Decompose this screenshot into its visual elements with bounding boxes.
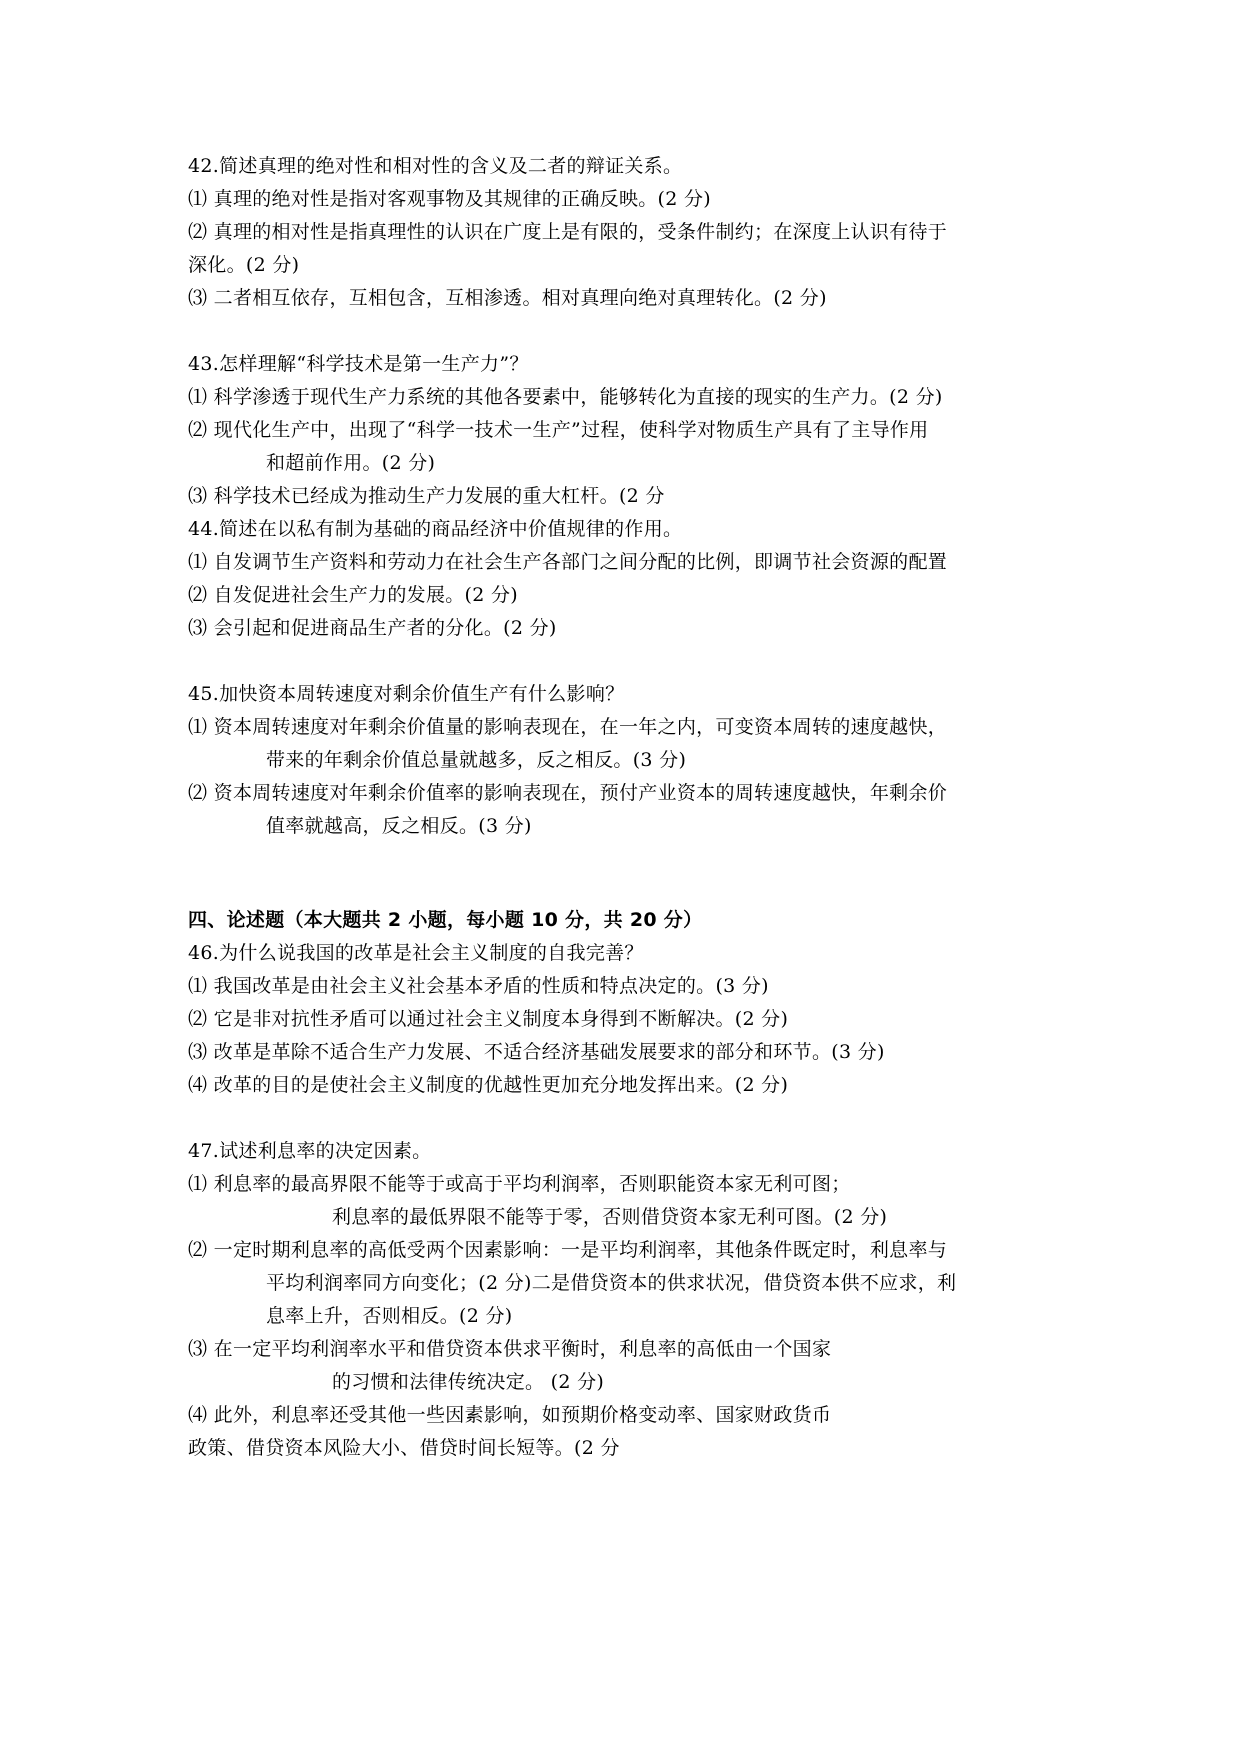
q47-point-4-line-1: ⑷ 此外，利息率还受其他一些因素影响，如预期价格变动率、国家财政货币 bbox=[188, 1404, 832, 1426]
q44-point-3: ⑶ 会引起和促进商品生产者的分化。(2 分) bbox=[188, 617, 557, 639]
q47-point-2-line-2: 平均利润率同方向变化；(2 分)二是借贷资本的供求状况，借贷资本供不应求，利 bbox=[266, 1272, 957, 1294]
q43-point-3: ⑶ 科学技术已经成为推动生产力发展的重大杠杆。(2 分 bbox=[188, 485, 665, 507]
q47-point-3-line-1: ⑶ 在一定平均利润率水平和借贷资本供求平衡时，利息率的高低由一个国家 bbox=[188, 1338, 832, 1360]
q45-point-1-line-1: ⑴ 资本周转速度对年剩余价值量的影响表现在，在一年之内，可变资本周转的速度越快， bbox=[188, 716, 948, 738]
q46-point-1: ⑴ 我国改革是由社会主义社会基本矛盾的性质和特点决定的。(3 分) bbox=[188, 975, 769, 997]
q45-title: 45.加快资本周转速度对剩余价值生产有什么影响？ bbox=[188, 683, 625, 705]
q47-point-3-line-2: 的习惯和法律传统决定。 (2 分) bbox=[332, 1371, 605, 1393]
q43-point-2-line-2: 和超前作用。(2 分) bbox=[266, 452, 436, 474]
q44-title: 44.简述在以私有制为基础的商品经济中价值规律的作用。 bbox=[188, 518, 683, 540]
q42-point-3: ⑶ 二者相互依存，互相包含，互相渗透。相对真理向绝对真理转化。(2 分) bbox=[188, 287, 827, 309]
q47-point-1-line-1: ⑴ 利息率的最高界限不能等于或高于平均利润率，否则职能资本家无利可图； bbox=[188, 1173, 851, 1195]
q42-point-2-line-1: ⑵ 真理的相对性是指真理性的认识在广度上是有限的，受条件制约；在深度上认识有待于 bbox=[188, 221, 948, 243]
q43-title: 43.怎样理解“科学技术是第一生产力”？ bbox=[188, 353, 529, 375]
section-heading: 四、论述题（本大题共 2 小题，每小题 10 分，共 20 分） bbox=[188, 909, 703, 931]
q43-point-1: ⑴ 科学渗透于现代生产力系统的其他各要素中，能够转化为直接的现实的生产力。(2 分) bbox=[188, 386, 943, 408]
q45-point-2-line-2: 值率就越高，反之相反。(3 分) bbox=[266, 815, 532, 837]
q45-point-1-line-2: 带来的年剩余价值总量就越多，反之相反。(3 分) bbox=[266, 749, 687, 771]
q46-point-3: ⑶ 改革是革除不适合生产力发展、不适合经济基础发展要求的部分和环节。(3 分) bbox=[188, 1041, 885, 1063]
q47-point-2-line-1: ⑵ 一定时期利息率的高低受两个因素影响：一是平均利润率，其他条件既定时，利息率与 bbox=[188, 1239, 948, 1261]
q44-point-2: ⑵ 自发促进社会生产力的发展。(2 分) bbox=[188, 584, 518, 606]
q47-point-4-line-2: 政策、借贷资本风险大小、借贷时间长短等。(2 分 bbox=[188, 1437, 620, 1459]
q45-point-2-line-1: ⑵ 资本周转速度对年剩余价值率的影响表现在，预付产业资本的周转速度越快，年剩余价 bbox=[188, 782, 948, 804]
q42-point-2-line-2: 深化。(2 分) bbox=[188, 254, 300, 276]
q42-point-1: ⑴ 真理的绝对性是指对客观事物及其规律的正确反映。(2 分) bbox=[188, 188, 711, 210]
q46-title: 46.为什么说我国的改革是社会主义制度的自我完善？ bbox=[188, 942, 644, 964]
q42-title: 42.简述真理的绝对性和相对性的含义及二者的辩证关系。 bbox=[188, 155, 683, 177]
q46-point-2: ⑵ 它是非对抗性矛盾可以通过社会主义制度本身得到不断解决。(2 分) bbox=[188, 1008, 789, 1030]
q47-title: 47.试述利息率的决定因素。 bbox=[188, 1140, 432, 1162]
q46-point-4: ⑷ 改革的目的是使社会主义制度的优越性更加充分地发挥出来。(2 分) bbox=[188, 1074, 789, 1096]
q44-point-1: ⑴ 自发调节生产资料和劳动力在社会生产各部门之间分配的比例，即调节社会资源的配置 bbox=[188, 551, 948, 573]
q43-point-2-line-1: ⑵ 现代化生产中，出现了“科学一技术一生产”过程，使科学对物质生产具有了主导作用 bbox=[188, 419, 929, 441]
q47-point-1-line-2: 利息率的最低界限不能等于零，否则借贷资本家无利可图。(2 分) bbox=[332, 1206, 888, 1228]
q47-point-2-line-3: 息率上升，否则相反。(2 分) bbox=[266, 1305, 513, 1327]
